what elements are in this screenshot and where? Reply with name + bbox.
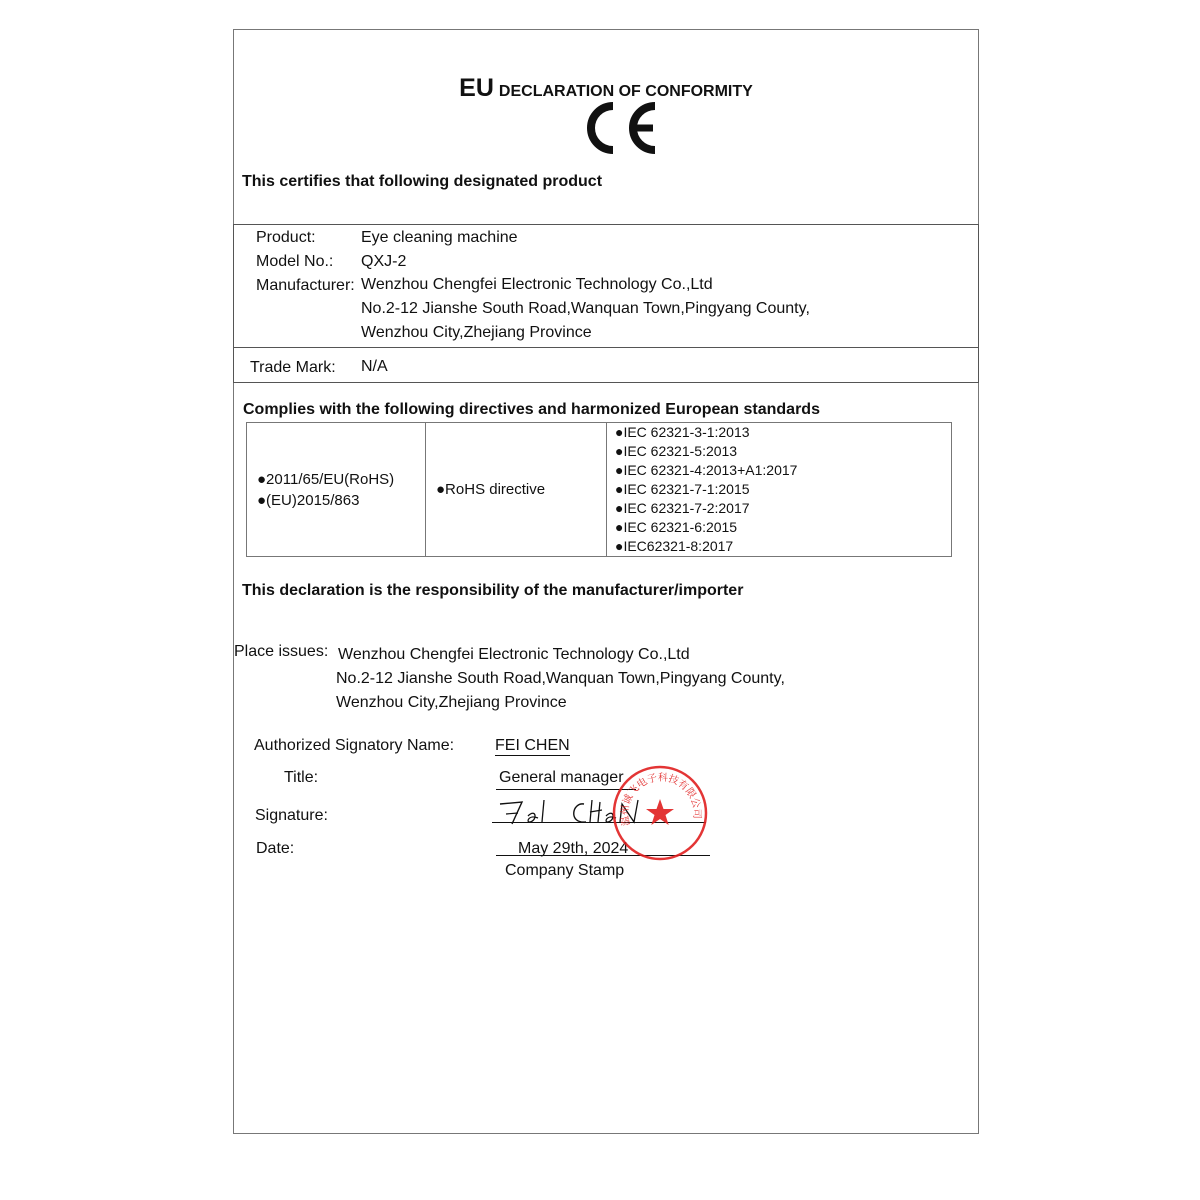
place-line-2: No.2-12 Jianshe South Road,Wanquan Town,Pingyang County, [336, 670, 785, 687]
trademark-label: Trade Mark: [250, 359, 336, 376]
responsibility-text: This declaration is the responsibility of the manufacturer/importer [242, 582, 744, 599]
ce-mark-icon [577, 100, 659, 156]
title-declaration: DECLARATION OF CONFORMITY [498, 83, 753, 100]
model-label: Model No.: [256, 253, 334, 270]
model-value: QXJ-2 [361, 253, 407, 270]
product-label: Product: [256, 229, 316, 246]
norm-7: ●IEC62321-8:2017 [615, 538, 734, 554]
directive-name-cell [426, 423, 607, 557]
signatory-name-label: Authorized Signatory Name: [254, 737, 455, 754]
signature-label: Signature: [255, 807, 328, 824]
manufacturer-line-1: Wenzhou Chengfei Electronic Technology Co.,Ltd [361, 276, 713, 293]
norm-5: ●IEC 62321-7-2:2017 [615, 500, 750, 516]
norm-3: ●IEC 62321-4:2013+A1:2017 [615, 462, 798, 478]
directive-2: ●(EU)2015/863 [257, 491, 360, 509]
norm-2: ●IEC 62321-5:2013 [615, 443, 738, 459]
company-stamp-label: Company Stamp [505, 862, 625, 879]
manufacturer-line-2: No.2-12 Jianshe South Road,Wanquan Town,Pingyang County, [361, 300, 810, 317]
directive-name: ●RoHS directive [436, 481, 546, 498]
standards-table [246, 422, 952, 557]
complies-text: Complies with the following directives and harmonized European standards [243, 401, 820, 418]
norm-6: ●IEC 62321-6:2015 [615, 519, 738, 535]
norms-cell [607, 423, 952, 557]
title-eu: EU [459, 74, 494, 102]
title-value: General manager [499, 769, 624, 786]
date-label: Date: [256, 840, 295, 857]
signatory-name-value: FEI CHEN [495, 737, 570, 754]
place-label: Place issues: [234, 643, 329, 660]
stamp-text: 温州诚飞电子科技有限公司 [619, 772, 703, 827]
company-seal-stamp [610, 763, 710, 863]
norm-4: ●IEC 62321-7-1:2015 [615, 481, 750, 497]
manufacturer-label: Manufacturer: [256, 277, 355, 294]
trademark-value: N/A [361, 358, 388, 375]
date-value: May 29th, 2024 [518, 840, 629, 857]
manufacturer-line-3: Wenzhou City,Zhejiang Province [361, 324, 592, 341]
trademark-box [233, 347, 979, 383]
title-label: Title: [284, 769, 319, 786]
product-value: Eye cleaning machine [361, 229, 518, 246]
place-line-1: Wenzhou Chengfei Electronic Technology Co.,Ltd [338, 646, 690, 663]
document-title [234, 74, 978, 103]
place-line-3: Wenzhou City,Zhejiang Province [336, 694, 567, 711]
directive-1: ●2011/65/EU(RoHS) [257, 470, 395, 488]
directives-cell [247, 423, 426, 557]
certifies-text: This certifies that following designated product [242, 173, 603, 190]
declaration-page [233, 29, 979, 1134]
norm-1: ●IEC 62321-3-1:2013 [615, 424, 750, 440]
